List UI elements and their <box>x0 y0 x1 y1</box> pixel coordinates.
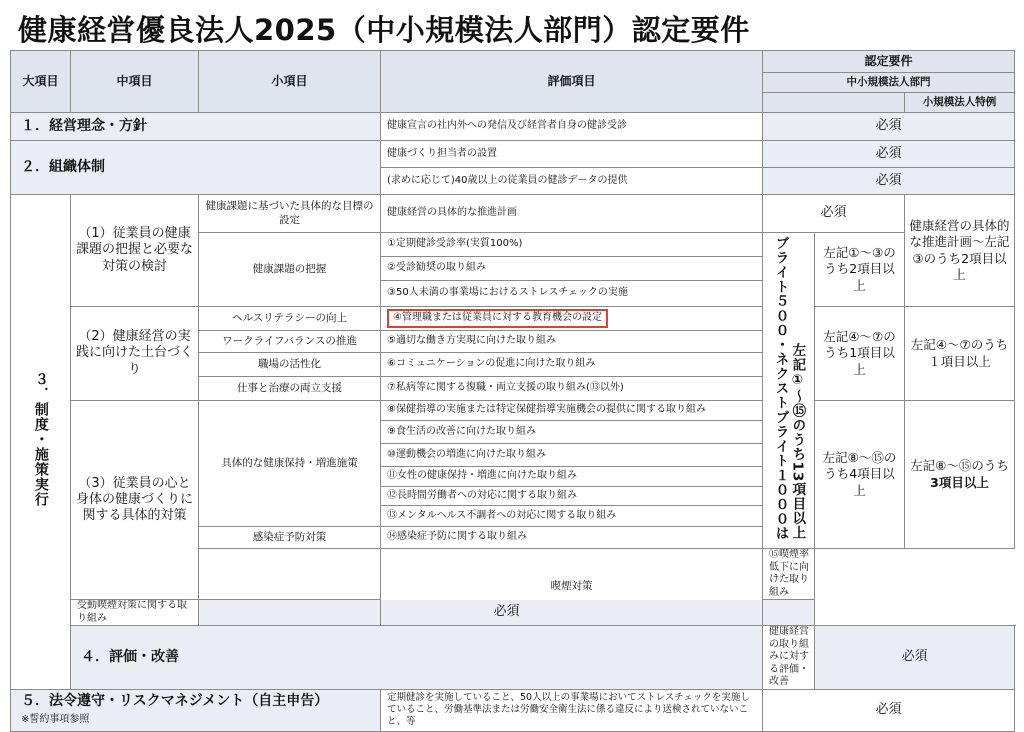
eval-item: 健康宣言の社内外への発信及び経営者自身の健診受診 <box>381 113 763 141</box>
required-cell: 必須 <box>815 626 1015 690</box>
minor-item: 感染症予防対策 <box>199 527 381 549</box>
middle-2: （2）健康経営の実践に向けた土台づくり <box>71 307 199 401</box>
eval-item: 健康経営の具体的な推進計画 <box>381 195 763 233</box>
section-3: ３．制度・施策実行 <box>11 195 71 690</box>
eval-item: 受動喫煙対策に関する取り組み <box>71 600 199 626</box>
eval-item: ③50人未満の事業場におけるストレスチェックの実施 <box>381 281 763 307</box>
section-4: ４．評価・改善 <box>71 626 763 690</box>
eval-item: ⑧保健指導の実施または特定保健指導実施機会の提供に関する取り組み <box>381 401 763 421</box>
header-major: 大項目 <box>11 51 71 113</box>
minor-item: 健康課題に基づいた具体的な目標の設定 <box>199 195 381 233</box>
minor-item: ヘルスリテラシーの向上 <box>199 307 381 331</box>
highlight-box: ④管理職または従業員に対する教育機会の設定 <box>387 309 608 328</box>
eval-item: (求めに応じて)40歳以上の従業員の健診データの提供 <box>381 168 763 195</box>
minor-item: 喫煙対策 <box>381 549 763 626</box>
bright-500-note: ブライト５００・ネクストブライト１０００は左記①〜⑮のうち13項目以上 <box>763 233 815 549</box>
eval-item: 定期健診を実施していること、50人以上の事業場においてストレスチェックを実施していること、労働基準法または労働安全衛生法に係る違反により送検されていないこと、等 <box>381 689 763 731</box>
required-cell: 必須 <box>763 113 1015 141</box>
header-minor: 小項目 <box>199 51 381 113</box>
section-2: ２．組織体制 <box>11 141 381 195</box>
required-cell: 必須 <box>763 195 905 233</box>
required-cell: 必須 <box>199 600 815 626</box>
header-small-special: 小規模法人特例 <box>905 93 1015 113</box>
header-eval: 評価項目 <box>381 51 763 113</box>
minor-item: 具体的な健康保持・増進施策 <box>199 401 381 527</box>
minor-item: ワークライフバランスの推進 <box>199 331 381 353</box>
eval-item: ⑪女性の健康保持・増進に向けた取り組み <box>381 467 763 487</box>
criteria-1: 左記①〜③のうち2項目以上 <box>815 233 905 307</box>
eval-item: ⑬メンタルヘルス不調者への対応に関する取り組み <box>381 506 763 527</box>
eval-item: ②受診勧奨の取り組み <box>381 257 763 281</box>
required-cell: 必須 <box>763 689 1015 731</box>
middle-3: （3）従業員の心と身体の健康づくりに関する具体的対策 <box>71 401 199 600</box>
minor-item: 仕事と治療の両立支援 <box>199 377 381 401</box>
eval-item: ⑫長時間労働者への対応に関する取り組み <box>381 487 763 506</box>
eval-item: 健康経営の取り組みに対する評価・改善 <box>763 626 815 690</box>
eval-item: ⑩運動機会の増進に向けた取り組み <box>381 444 763 467</box>
special-criteria-1: 健康経営の具体的な推進計画〜左記③のうち2項目以上 <box>905 195 1015 307</box>
eval-item: ⑮喫煙率低下に向けた取り組み <box>763 549 815 600</box>
required-cell: 必須 <box>763 141 1015 168</box>
eval-item: ①定期健診受診率(実質100%) <box>381 233 763 257</box>
eval-item: ⑦私病等に関する復職・両立支援の取り組み(⑬以外) <box>381 377 763 401</box>
eval-item: ⑤適切な働き方実現に向けた取り組み <box>381 331 763 353</box>
middle-1: （1）従業員の健康課題の把握と必要な対策の検討 <box>71 195 199 307</box>
eval-item: ⑨食生活の改善に向けた取り組み <box>381 421 763 444</box>
header-middle: 中項目 <box>71 51 199 113</box>
page-title: 健康経営優良法人2025（中小規模法人部門）認定要件 <box>18 13 750 47</box>
criteria-2: 左記④〜⑦のうち1項目以上 <box>815 307 905 401</box>
eval-item-highlighted <box>381 307 763 331</box>
requirements-table <box>10 50 1015 732</box>
special-criteria-3: 左記⑧〜⑮のうち 3項目以上 <box>905 401 1015 549</box>
required-cell: 必須 <box>763 168 1015 195</box>
header-spacer <box>763 93 905 113</box>
eval-item: 健康づくり担当者の設置 <box>381 141 763 168</box>
minor-item: 職場の活性化 <box>199 353 381 377</box>
section-5: ５．法令遵守・リスクマネジメント（自主申告） ※誓約事項参照 <box>11 689 381 731</box>
eval-item: ⑭感染症予防に関する取り組み <box>381 527 763 549</box>
minor-item: 健康課題の把握 <box>199 233 381 307</box>
special-criteria-2: 左記④〜⑦のうち１項目以上 <box>905 307 1015 401</box>
middle-3-cont <box>199 549 381 600</box>
header-requirement: 認定要件 <box>763 51 1015 73</box>
eval-item: ⑥コミュニケーションの促進に向けた取り組み <box>381 353 763 377</box>
header-sme-dept: 中小規模法人部門 <box>763 73 1015 93</box>
criteria-3: 左記⑧〜⑮のうち4項目以上 <box>815 401 905 549</box>
section-1: １．経営理念・方針 <box>11 113 381 141</box>
